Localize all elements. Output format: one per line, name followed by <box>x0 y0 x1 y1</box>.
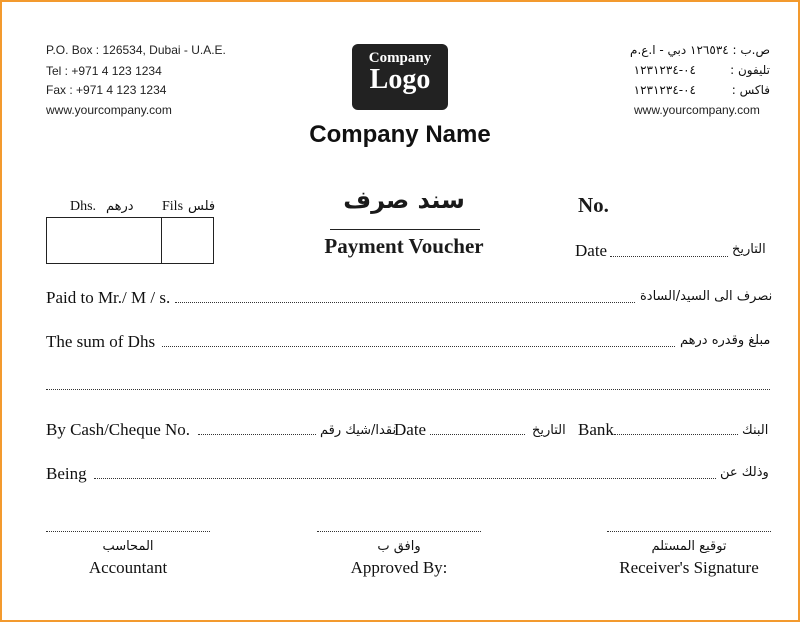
being-label-en: Being <box>46 464 87 483</box>
company-logo <box>352 44 448 110</box>
paid-to-field[interactable] <box>175 302 635 303</box>
tel-label-ar: تليفون : <box>730 63 770 77</box>
title-underline <box>330 229 480 230</box>
logo-line2: Logo <box>369 64 431 95</box>
cheque-date-field[interactable] <box>430 434 525 435</box>
cheque-date-label-ar: التاريخ <box>532 423 566 438</box>
paid-to-label-en: Paid to Mr./ M / s. <box>46 288 171 307</box>
cash-label-en: By Cash/Cheque No. <box>46 420 191 439</box>
being-label-ar: وذلك عن <box>720 465 769 480</box>
fils-label-ar: فلس <box>188 199 216 214</box>
paid-to-label-ar: نصرف الى السيد/السادة <box>640 289 773 304</box>
dhs-amount-field[interactable] <box>46 217 162 264</box>
voucher-title-ar: سند صرف <box>343 186 465 214</box>
approved-label-en: Approved By: <box>350 558 448 577</box>
tel-en: Tel : +971 4 123 1234 <box>46 64 162 78</box>
receiver-signature-line[interactable] <box>607 531 771 532</box>
fax-label-ar: فاكس : <box>731 83 770 97</box>
voucher-date-field[interactable] <box>610 256 728 257</box>
bank-field[interactable] <box>614 434 738 435</box>
sum-label-en: The sum of Dhs <box>46 332 156 351</box>
accountant-signature-line[interactable] <box>46 531 210 532</box>
po-box-en: P.O. Box : 126534, Dubai - U.A.E. <box>46 43 226 57</box>
web-right: www.yourcompany.com <box>634 103 760 117</box>
cheque-no-field[interactable] <box>198 434 316 435</box>
web-en: www.yourcompany.com <box>46 103 172 117</box>
receiver-label-en: Receiver's Signature <box>619 558 759 577</box>
tel-value-ar: ٠٤-١٢٣١٢٣٤ <box>633 63 696 77</box>
being-field[interactable] <box>94 478 716 479</box>
logo-line1: Company <box>368 50 432 66</box>
company-name: Company Name <box>309 121 491 148</box>
accountant-label-ar: المحاسب <box>102 539 154 554</box>
fax-en: Fax : +971 4 123 1234 <box>46 83 167 97</box>
voucher-date-label-ar: التاريخ <box>732 242 766 257</box>
receiver-label-ar: توقيع المستلم <box>651 539 727 554</box>
approved-signature-line[interactable] <box>317 531 481 532</box>
voucher-date-label-en: Date <box>575 241 608 260</box>
dhs-label-en: Dhs. <box>70 199 97 214</box>
voucher-no-label: No. <box>578 193 609 217</box>
fils-amount-field[interactable] <box>161 217 214 264</box>
sum-label-ar: مبلغ وقدره درهم <box>680 333 771 348</box>
cash-label-ar: نقدا/شيك رقم <box>320 423 397 438</box>
fax-value-ar: ٠٤-١٢٣١٢٣٤ <box>633 83 696 97</box>
fils-label-en: Fils <box>162 199 184 214</box>
sum-continuation-field[interactable] <box>46 389 770 390</box>
voucher-title-en: Payment Voucher <box>324 234 484 258</box>
accountant-label-en: Accountant <box>88 558 168 577</box>
bank-label-en: Bank <box>578 420 614 439</box>
bank-label-ar: البنك <box>742 423 769 438</box>
po-box-ar: ص.ب : ١٢٦٥٣٤ دبي - ا.ع.م <box>630 43 770 57</box>
sum-field[interactable] <box>162 346 675 347</box>
dhs-label-ar: درهم <box>106 199 134 214</box>
cheque-date-label-en: Date <box>394 420 427 439</box>
approved-label-ar: وافق ب <box>377 539 421 554</box>
